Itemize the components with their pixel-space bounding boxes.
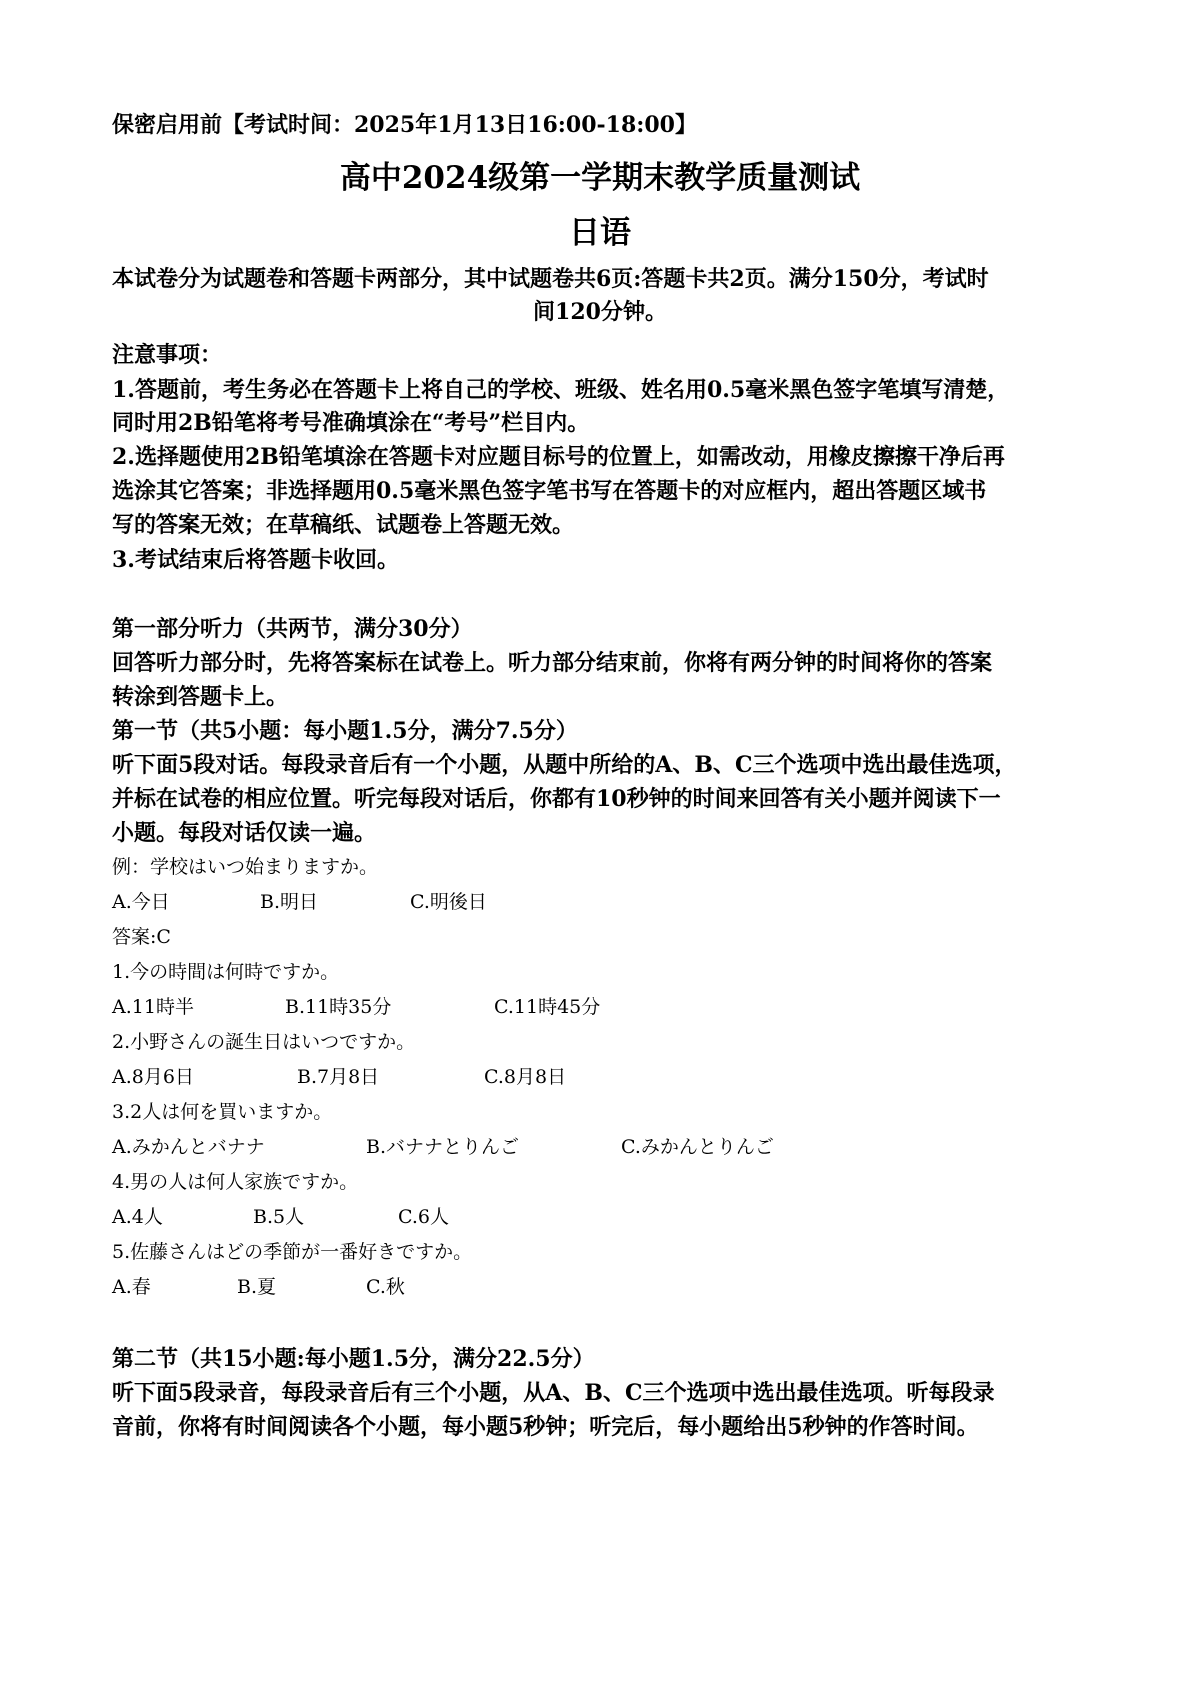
question-5-option-a: A.春 bbox=[112, 1276, 151, 1298]
example-question: 例：学校はいつ始まりますか。 bbox=[112, 856, 379, 878]
question-1-option-c: C.11時45分 bbox=[494, 996, 601, 1018]
intro-line-2: 间120分钟。 bbox=[533, 299, 667, 325]
question-2-option-a: A.8月6日 bbox=[112, 1066, 194, 1088]
section2-instr-line-1: 听下面5段录音，每段录音后有三个小题，从A、B、C三个选项中选出最佳选项。听每段录 bbox=[112, 1380, 995, 1406]
note-2-line-3: 写的答案无效；在草稿纸、试题卷上答题无效。 bbox=[112, 512, 575, 538]
part1-instr-line-1: 回答听力部分时，先将答案标在试卷上。听力部分结束前，你将有两分钟的时间将你的答案 bbox=[112, 650, 993, 676]
note-1-line-1: 1.答题前，考生务必在答题卡上将自己的学校、班级、姓名用0.5毫米黑色签字笔填写清楚， bbox=[112, 377, 1010, 403]
example-answer: 答案:C bbox=[112, 926, 171, 948]
example-option-a: A.今日 bbox=[112, 891, 170, 913]
intro-line-1: 本试卷分为试题卷和答题卡两部分，其中试题卷共6页:答题卡共2页。满分150分，考试时 bbox=[112, 266, 989, 292]
section1-instr-line-2: 并标在试卷的相应位置。听完每段对话后，你都有10秒钟的时间来回答有关小题并阅读下一 bbox=[112, 786, 1001, 812]
confidential-line: 保密启用前【考试时间：2025年1月13日16:00-18:00】 bbox=[112, 112, 697, 138]
question-1-option-b: B.11時35分 bbox=[285, 996, 392, 1018]
question-3-option-b: B.バナナとりんご bbox=[366, 1136, 520, 1158]
question-5: 5.佐藤さんはどの季節が一番好きですか。 bbox=[112, 1241, 473, 1263]
section1-instr-line-1: 听下面5段对话。每段录音后有一个小题，从题中所给的A、B、C三个选项中选出最佳选项， bbox=[112, 752, 1017, 778]
example-option-b: B.明日 bbox=[260, 891, 319, 913]
question-4-option-b: B.5人 bbox=[253, 1206, 305, 1228]
part1-heading: 第一部分听力（共两节，满分30分） bbox=[112, 616, 473, 642]
exam-title: 高中2024级第一学期末教学质量测试 bbox=[339, 160, 861, 196]
note-3: 3.考试结束后将答题卡收回。 bbox=[112, 547, 399, 573]
question-4: 4.男の人は何人家族ですか。 bbox=[112, 1171, 359, 1193]
question-3-option-c: C.みかんとりんご bbox=[621, 1136, 774, 1158]
question-2: 2.小野さんの誕生日はいつですか。 bbox=[112, 1031, 416, 1053]
section2-instr-line-2: 音前，你将有时间阅读各个小题，每小题5秒钟；听完后，每小题给出5秒钟的作答时间。 bbox=[112, 1414, 979, 1440]
section1-heading: 第一节（共5小题：每小题1.5分，满分7.5分） bbox=[112, 718, 578, 744]
question-5-option-c: C.秋 bbox=[366, 1276, 405, 1298]
section1-instr-line-3: 小题。每段对话仅读一遍。 bbox=[112, 820, 377, 846]
subject-title: 日语 bbox=[569, 215, 631, 251]
part1-instr-line-2: 转涂到答题卡上。 bbox=[112, 684, 289, 710]
note-2-line-2: 选涂其它答案；非选择题用0.5毫米黑色签字笔书写在答题卡的对应框内，超出答题区域书 bbox=[112, 478, 987, 504]
question-4-option-c: C.6人 bbox=[398, 1206, 449, 1228]
example-option-c: C.明後日 bbox=[410, 891, 487, 913]
question-3-option-a: A.みかんとバナナ bbox=[112, 1136, 265, 1158]
section2-heading: 第二节（共15小题:每小题1.5分，满分22.5分） bbox=[112, 1346, 595, 1372]
notes-heading: 注意事项： bbox=[112, 342, 223, 368]
question-4-option-a: A.4人 bbox=[112, 1206, 163, 1228]
question-1: 1.今の時間は何時ですか。 bbox=[112, 961, 340, 983]
question-1-option-a: A.11時半 bbox=[112, 996, 194, 1018]
question-2-option-c: C.8月8日 bbox=[484, 1066, 567, 1088]
question-2-option-b: B.7月8日 bbox=[297, 1066, 380, 1088]
note-1-line-2: 同时用2B铅笔将考号准确填涂在“考号”栏目内。 bbox=[112, 410, 590, 436]
question-5-option-b: B.夏 bbox=[237, 1276, 277, 1298]
note-2-line-1: 2.选择题使用2B铅笔填涂在答题卡对应题目标号的位置上，如需改动，用橡皮擦擦干净后再 bbox=[112, 444, 1005, 470]
question-3: 3.2人は何を買いますか。 bbox=[112, 1101, 333, 1123]
